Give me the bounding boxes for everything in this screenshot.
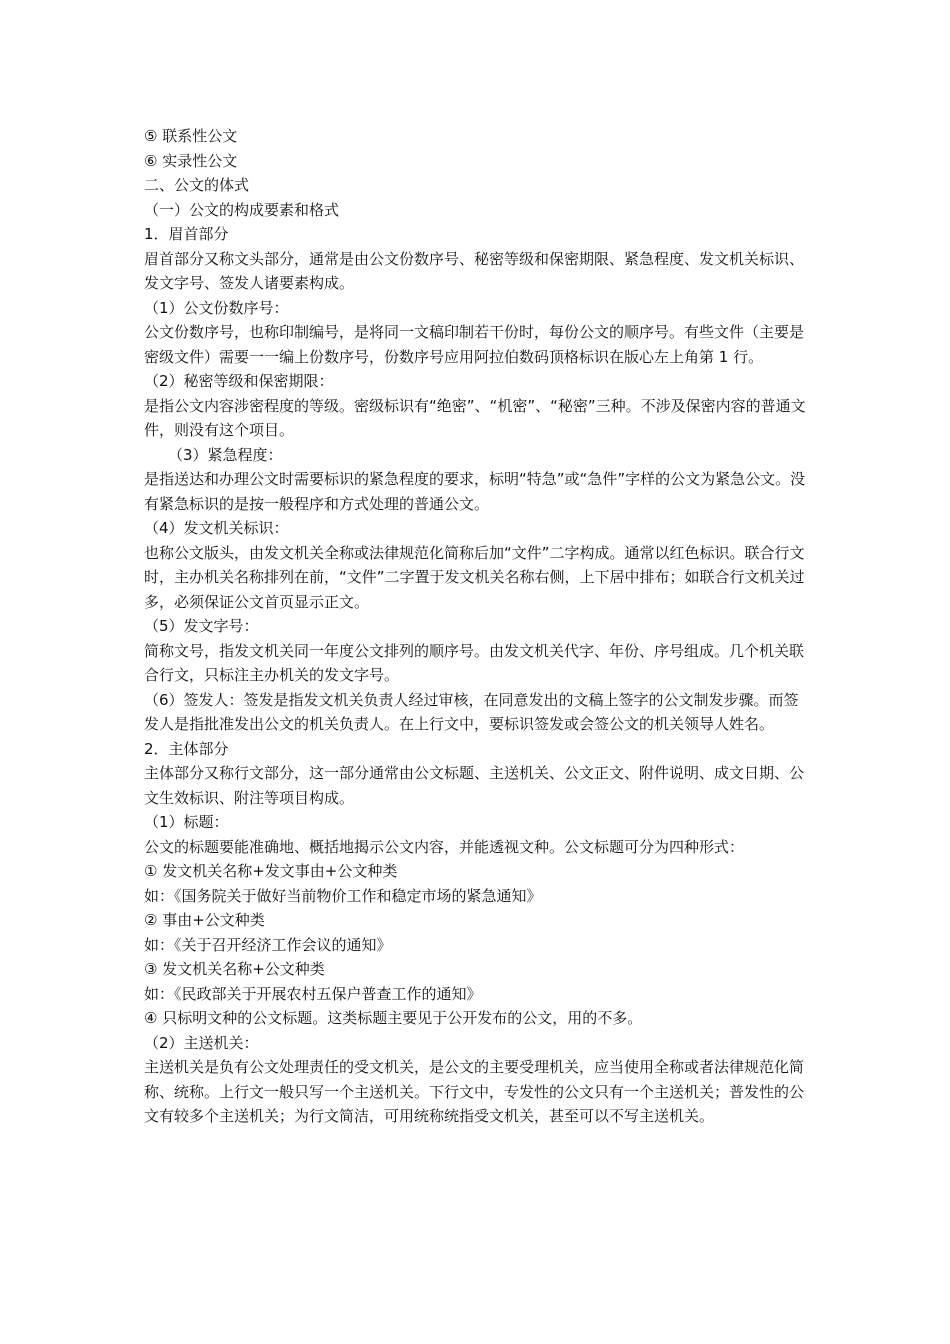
paragraph-header-part: 眉首部分又称文头部分，通常是由公文份数序号、秘密等级和保密期限、紧急程度、发文机关标识、发文字号、签发人诸要素构成。	[144, 249, 805, 292]
list-item-title-form-4: ④ 只标明文种的公文标题。这类标题主要见于公开发布的公文，用的不多。	[144, 1009, 643, 1027]
heading-secrecy-level: （2）秘密等级和保密期限：	[144, 372, 334, 390]
heading-header-part: 1．眉首部分	[144, 225, 229, 243]
heading-urgency: （3）紧急程度：	[168, 445, 283, 464]
example-title-form-3: 如：《民政部关于开展农村五保户普查工作的通知》	[144, 984, 482, 1003]
paragraph-issuer-mark: 也称公文版头，由发文机关全称或法律规范化简称后加“文件”二字构成。通常以红色标识。联合行文时，主办机关名称排列在前，“文件”二字置于发文机关名称右侧，上下居中排布；如联合行文机关过多，必须保证公文首页显示正文。	[144, 543, 805, 611]
list-item-record-document: ⑥ 实录性公文	[144, 151, 238, 170]
paragraph-urgency: 是指送达和办理公文时需要标识的紧急程度的要求，标明“特急”或“急件”字样的公文为紧急公文。没有紧急标识的是按一般程序和方式处理的普通公文。	[144, 470, 806, 513]
heading-issuer-mark: （4）发文机关标识：	[144, 519, 289, 537]
paragraph-primary-recipient: 主送机关是负有公文处理责任的受文机关，是公文的主要受理机关，应当使用全称或者法律规范化简称、统称。上行文一般只写一个主送机关。下行文中，专发性的公文只有一个主送机关；普发性的公文有较多个主送机关；为行文简洁，可用统称统指受文机关，甚至可以不写主送机关。	[144, 1058, 805, 1125]
example-title-form-1: 如：《国务院关于做好当前物价工作和稳定市场的紧急通知》	[144, 886, 542, 905]
paragraph-secrecy-level: 是指公文内容涉密程度的等级。密级标识有“绝密”、“机密”、“秘密”三种。不涉及保密内容的普通文件，则没有这个项目。	[144, 396, 806, 439]
heading-document-number: （5）发文字号：	[144, 617, 259, 635]
heading-main-part: 2．主体部分	[144, 739, 229, 758]
document-body	[144, 124, 810, 1129]
paragraph-title: 公文的标题要能准确地、概括地揭示公文内容，并能透视文种。公文标题可分为四种形式：	[144, 837, 745, 856]
heading-copy-number: （1）公文份数序号：	[144, 298, 289, 317]
list-item-title-form-1: ① 发文机关名称+发文事由+公文种类	[144, 862, 398, 880]
subsection-heading-elements: （一）公文的构成要素和格式	[144, 200, 340, 219]
section-heading-format: 二、公文的体式	[144, 176, 250, 194]
list-item-connective-document: ⑤ 联系性公文	[144, 127, 238, 145]
paragraph-document-number: 简称文号，指发文机关同一年度公文排列的顺序号。由发文机关代字、年份、序号组成。几个机关联合行文，只标注主办机关的发文字号。	[144, 641, 805, 684]
list-item-title-form-3: ③ 发文机关名称+公文种类	[144, 960, 325, 978]
paragraph-copy-number: 公文份数序号，也称印制编号，是将同一文稿印制若干份时，每份公文的顺序号。有些文件（主要是密级文件）需要一一编上份数序号，份数序号应用阿拉伯数码顶格标识在版心左上角第 1 行。	[144, 323, 805, 366]
heading-primary-recipient: （2）主送机关：	[144, 1033, 259, 1052]
paragraph-main-part: 主体部分又称行文部分，这一部分通常由公文标题、主送机关、公文正文、附件说明、成文日期、公文生效标识、附注等项目构成。	[144, 764, 805, 807]
list-item-title-form-2: ② 事由+公文种类	[144, 911, 265, 929]
heading-title: （1）标题：	[144, 813, 229, 831]
example-title-form-2: 如：《关于召开经济工作会议的通知》	[144, 935, 392, 954]
paragraph-signer: （6）签发人：签发是指发文机关负责人经过审核，在同意发出的文稿上签字的公文制发步骤。而签发人是指批准发出公文的机关负责人。在上行文中，要标识签发或会签公文的机关领导人姓名。	[144, 690, 799, 733]
